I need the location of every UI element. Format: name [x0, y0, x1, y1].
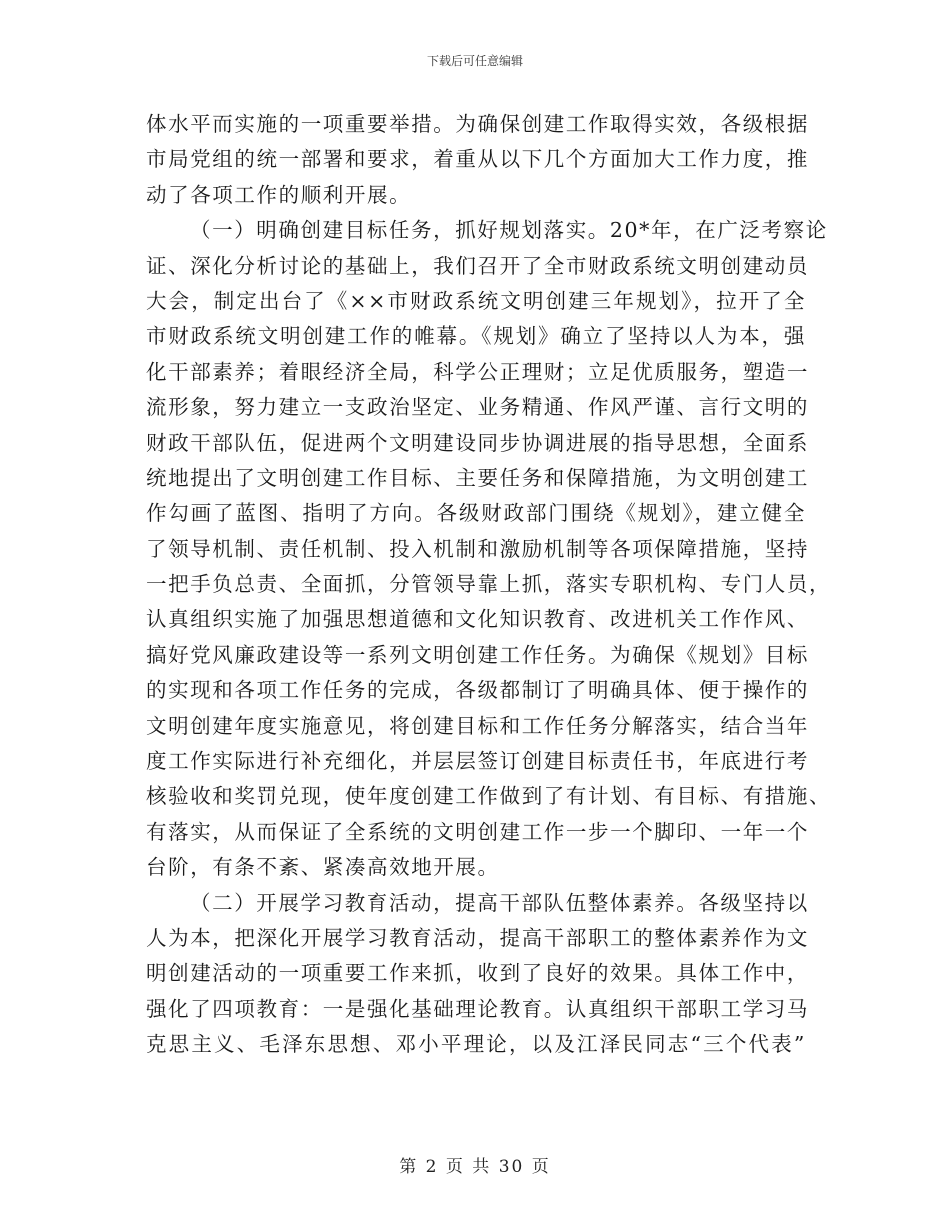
text-line: 台阶，有条不紊、紧凑高效地开展。 [146, 855, 500, 880]
text-line: 搞好党风廉政建设等一系列文明创建工作任务。为确保《规划》目标 [146, 642, 809, 667]
text-line: 体水平而实施的一项重要举措。为确保创建工作取得实效，各级根据 [146, 112, 809, 136]
text-line: 人为本，把深化开展学习教育活动，提高干部职工的整体素养作为文 [146, 925, 809, 950]
text-line: 动了各项工作的顺利开展。 [146, 182, 412, 207]
text-line: 有落实，从而保证了全系统的文明创建工作一步一个脚印、一年一个 [146, 819, 809, 844]
text-line: 统地提出了文明创建工作目标、主要任务和保障措施，为文明创建工 [146, 465, 809, 490]
text-line: 财政干部队伍，促进两个文明建设同步协调进展的指导思想，全面系 [146, 430, 809, 455]
text-line: 明创建活动的一项重要工作来抓，收到了良好的效果。具体工作中， [146, 961, 809, 986]
text-line: 度工作实际进行补充细化，并层层签订创建目标责任书，年底进行考 [146, 749, 809, 774]
text-line: 一把手负总责、全面抓，分管领导靠上抓，落实专职机构、专门人员， [146, 572, 832, 597]
text-line: 证、深化分析讨论的基础上，我们召开了全市财政系统文明创建动员 [146, 253, 809, 278]
text-line: （二）开展学习教育活动，提高干部队伍整体素养。各级坚持以 [190, 890, 809, 915]
text-line: 作勾画了蓝图、指明了方向。各级财政部门围绕《规划》，建立健全 [146, 501, 806, 526]
text-line: 市财政系统文明创建工作的帷幕。《规划》确立了坚持以人为本，强 [146, 324, 806, 349]
text-line: 核验收和奖罚兑现，使年度创建工作做到了有计划、有目标、有措施、 [146, 784, 832, 809]
text-line: 化干部素养；着眼经济全局，科学公正理财；立足优质服务，塑造一 [146, 359, 809, 384]
page-header: 下载后可任意编辑 [426, 54, 523, 68]
text-line: 市局党组的统一部署和要求，着重从以下几个方面加大工作力度，推 [146, 147, 809, 172]
text-line: 认真组织实施了加强思想道德和文化知识教育、改进机关工作作风、 [146, 607, 809, 632]
text-line: （一）明确创建目标任务，抓好规划落实。20*年，在广泛考察论 [190, 218, 828, 243]
body-text [146, 107, 832, 1063]
text-line: 文明创建年度实施意见，将创建目标和工作任务分解落实，结合当年 [146, 713, 809, 738]
text-line: 克思主义、毛泽东思想、邓小平理论，以及江泽民同志“三个代表” [146, 1032, 806, 1057]
text-line: 流形象，努力建立一支政治坚定、业务精通、作风严谨、言行文明的 [146, 395, 809, 420]
page-footer: 第 2 页 共 30 页 [399, 1157, 551, 1177]
text-line: 了领导机制、责任机制、投入机制和激励机制等各项保障措施，坚持 [146, 536, 809, 561]
text-line: 大会，制定出台了《××市财政系统文明创建三年规划》，拉开了全 [146, 288, 806, 313]
text-line: 强化了四项教育：一是强化基础理论教育。认真组织干部职工学习马 [146, 996, 809, 1021]
text-line: 的实现和各项工作任务的完成，各级都制订了明确具体、便于操作的 [146, 678, 809, 703]
